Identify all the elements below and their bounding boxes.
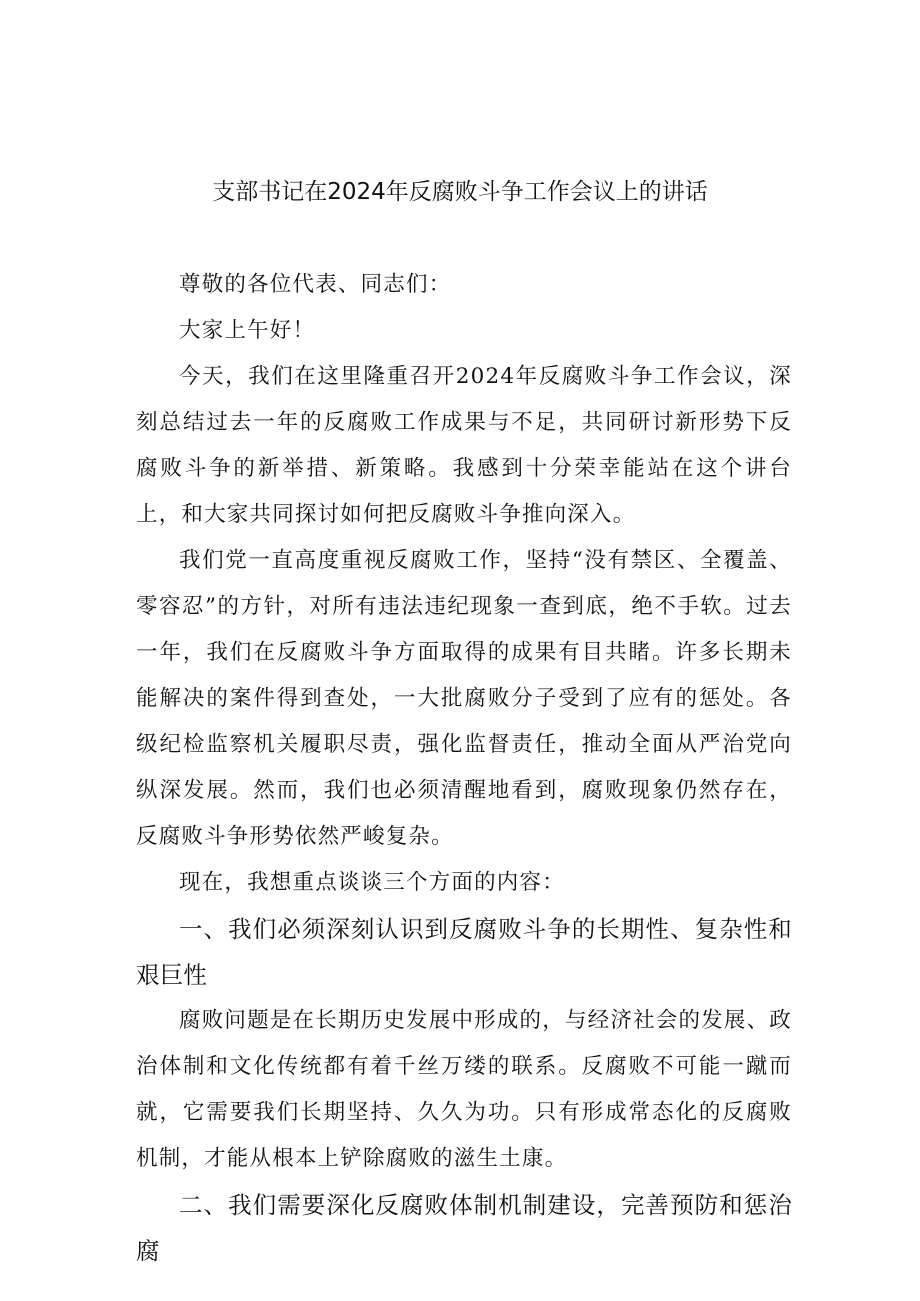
section-heading-1: 一、我们必须深刻认识到反腐败斗争的长期性、复杂性和艰巨性 — [136, 915, 792, 989]
greeting: 大家上午好！ — [179, 318, 316, 343]
paragraph-opening: 今天，我们在这里隆重召开2024年反腐败斗争工作会议，深刻总结过去一年的反腐败工作成果与不足，共同研讨新形势下反腐败斗争的新举措、新策略。我感到十分荣幸能站在这个讲台上，和大家共同探讨如何把反腐败斗争推向深入。 — [136, 364, 792, 527]
document-body — [136, 262, 792, 1274]
section-heading-2: 二、我们需要深化反腐败体制机制建设，完善预防和惩治腐 — [136, 1191, 792, 1265]
paragraph-intro-points: 现在，我想重点谈谈三个方面的内容： — [179, 870, 565, 895]
paragraph-achievements: 我们党一直高度重视反腐败工作，坚持“没有禁区、全覆盖、零容忍”的方针，对所有违法违纪现象一查到底，绝不手软。过去一年，我们在反腐败斗争方面取得的成果有目共睹。许多长期未能解决的案件得到查处，一大批腐败分子受到了应有的惩处。各级纪检监察机关履职尽责，强化监督责任，推动全面从严治党向纵深发展。然而，我们也必须清醒地看到，腐败现象仍然存在，反腐败斗争形势依然严峻复杂。 — [136, 548, 792, 849]
document-title: 支部书记在2024年反腐败斗争工作会议上的讲话 — [212, 179, 708, 205]
salutation: 尊敬的各位代表、同志们： — [179, 272, 452, 297]
section-1-paragraph: 腐败问题是在长期历史发展中形成的，与经济社会的发展、政治体制和文化传统都有着千丝万缕的联系。反腐败不可能一蹴而就，它需要我们长期坚持、久久为功。只有形成常态化的反腐败机制，才能从根本上铲除腐败的滋生土康。 — [136, 1008, 792, 1171]
